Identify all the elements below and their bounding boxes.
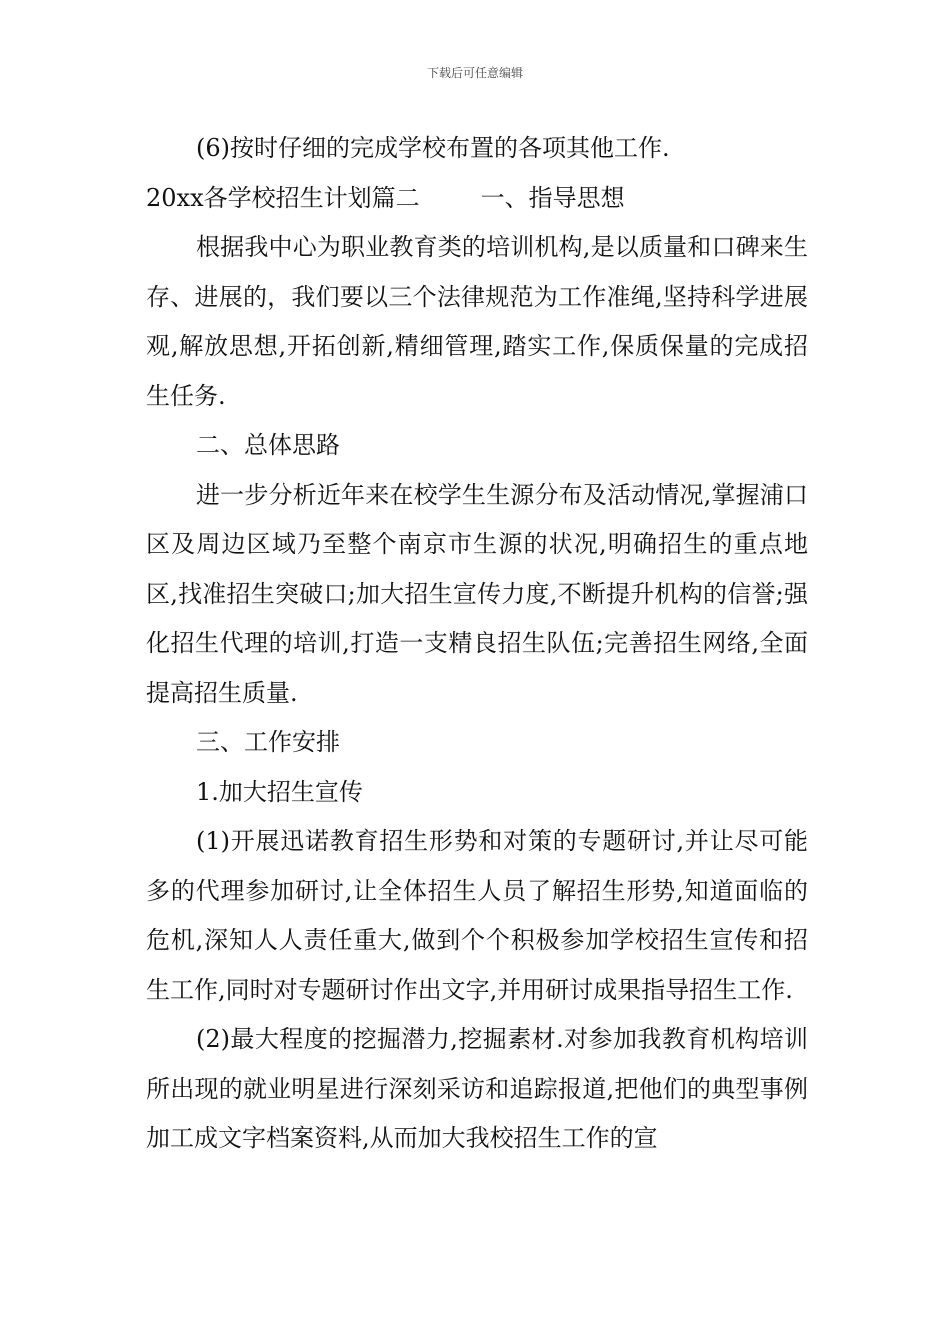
heading-work-arrangement: 三、工作安排 <box>196 728 340 756</box>
paragraph-task-6: (6)按时仔细的完成学校布置的各项其他工作. <box>196 134 670 162</box>
paragraph-overall-approach: 进一步分析近年来在校学生生源分布及活动情况,掌握浦口区及周边区域乃至整个南京市生源的状况,明确招生的重点地区,找准招生突破口;加大招生宣传力度,不断提升机构的信誉;强化招生代理的培训,打造一支精良招生队伍;完善招生网络,全面提高招生质量. <box>146 480 808 707</box>
paragraph-item-1: (1)开展迅诺教育招生形势和对策的专题研讨,并让尽可能多的代理参加研讨,让全体招生人员了解招生形势,知道面临的危机,深知人人责任重大,做到个个积极参加学校招生宣传和招生工作,同时对专题研讨作出文字,并用研讨成果指导招生工作. <box>146 827 808 1004</box>
heading-overall-approach: 二、总体思路 <box>196 431 340 459</box>
section-title-plan-two: 20xx各学校招生计划篇二 一、指导思想 <box>146 183 625 212</box>
document-body <box>146 124 808 1164</box>
subheading-publicity: 1.加大招生宣传 <box>196 777 363 806</box>
paragraph-guiding-idea: 根据我中心为职业教育类的培训机构,是以质量和口碑来生存、进展的，我们要以三个法律规范为工作准绳,坚持科学进展观,解放思想,开拓创新,精细管理,踏实工作,保质保量的完成招生任务. <box>146 233 808 410</box>
paragraph-item-2: (2)最大程度的挖掘潜力,挖掘素材.对参加我教育机构培训所出现的就业明星进行深刻采访和追踪报道,把他们的典型事例加工成文字档案资料,从而加大我校招生工作的宣 <box>146 1025 808 1152</box>
page-header: 下载后可任意编辑 <box>426 66 523 80</box>
